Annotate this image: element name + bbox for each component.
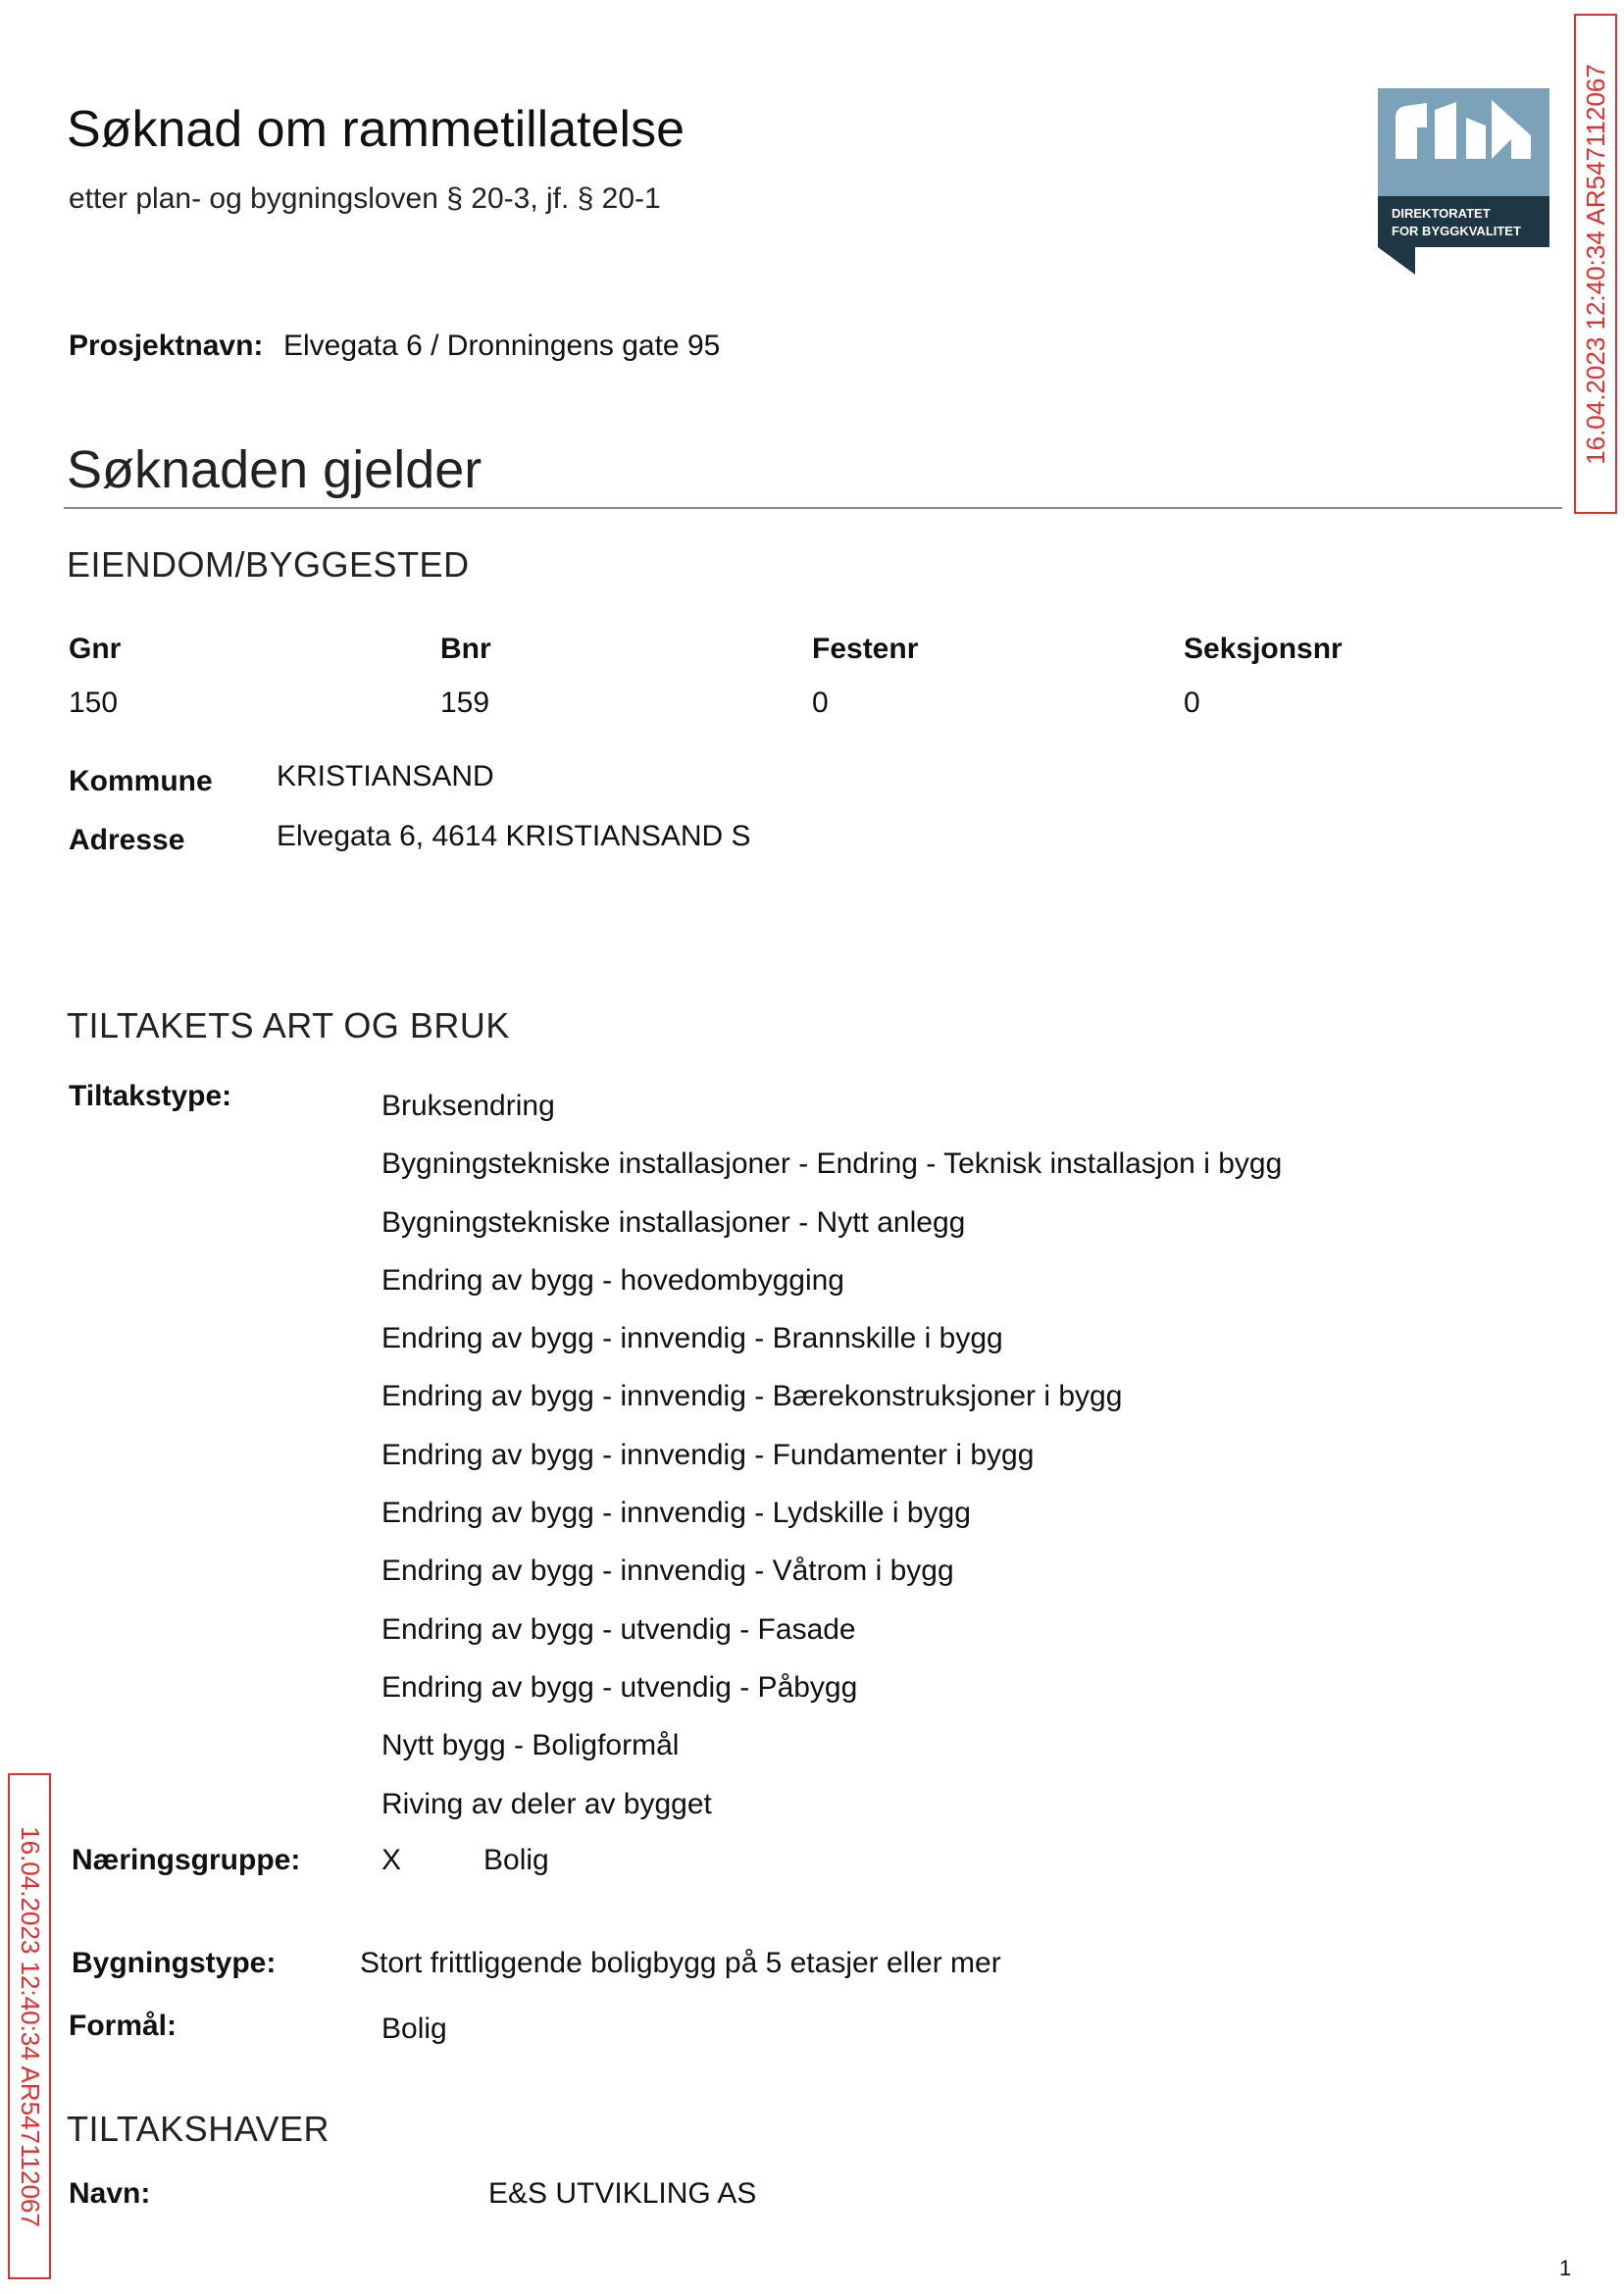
naeringsgruppe-code: X [381,1844,402,1876]
tiltak-section-title: TILTAKETS ART OG BRUK [67,1005,510,1045]
list-item: Endring av bygg - utvendig - Fasade [381,1612,856,1646]
formal-label: Formål: [69,2010,178,2042]
navn-label: Navn: [69,2177,151,2210]
bygningstype-value: Stort frittliggende boligbygg på 5 etasjer eller mer [360,1947,1001,1979]
page-number: 1 [1559,2256,1572,2280]
seksjonsnr-label: Seksjonsnr [1184,633,1343,665]
list-item: Bygningstekniske installasjoner - Endring - Teknisk installasjon i bygg [381,1147,1283,1181]
stamp-text: 16.04.2023 12:40:34 AR547112067 [1580,63,1610,465]
adresse-value: Elvegata 6, 4614 KRISTIANSAND S [277,820,751,852]
project-label: Prosjektnavn: [69,330,264,362]
bnr-label: Bnr [440,633,491,665]
seksjonsnr-value: 0 [1184,687,1200,719]
list-item: Bruksendring [381,1090,555,1122]
navn-value: E&S UTVIKLING AS [488,2177,757,2210]
bnr-value: 159 [440,687,490,719]
list-item: Endring av bygg - innvendig - Lydskille i bygg [381,1497,971,1530]
eiendom-section-title: EIENDOM/BYGGESTED [67,544,470,585]
adresse-label: Adresse [69,824,185,856]
list-item: Endring av bygg - innvendig - Våtrom i bygg [381,1555,954,1588]
festenr-value: 0 [812,687,829,719]
tiltakstype-list [381,1077,1282,1833]
svg-text:FOR BYGGKVALITET: FOR BYGGKVALITET [1392,224,1521,238]
gnr-label: Gnr [69,633,122,665]
naeringsgruppe-value: Bolig [483,1844,549,1876]
dibk-logo [1378,88,1549,275]
gnr-value: 150 [69,687,119,719]
timestamp-stamp-top [1574,14,1617,514]
bygningstype-label: Bygningstype: [72,1947,277,1979]
tiltakshaver-section-title: TILTAKSHAVER [67,2109,330,2149]
list-item: Endring av bygg - innvendig - Bærekonstruksjoner i bygg [381,1380,1123,1413]
list-item: Endring av bygg - utvendig - Påbygg [381,1670,858,1704]
tiltakstype-label: Tiltakstype: [69,1080,232,1112]
kommune-value: KRISTIANSAND [277,760,494,792]
dibk-logo-icon [1378,88,1549,275]
list-item: Endring av bygg - hovedombygging [381,1263,844,1297]
list-item: Bygningstekniske installasjoner - Nytt anlegg [381,1205,966,1239]
list-item: Endring av bygg - innvendig - Brannskille i bygg [381,1322,1003,1355]
document-title: Søknad om rammetillatelse [67,101,685,158]
svg-text:DIREKTORATET: DIREKTORATET [1392,206,1491,221]
festenr-label: Festenr [812,633,919,665]
heading-divider [64,507,1562,509]
document-subtitle: etter plan- og bygningsloven § 20-3, jf. § 20-1 [69,182,661,215]
project-value: Elvegata 6 / Dronningens gate 95 [283,330,721,362]
list-item: Nytt bygg - Boligformål [381,1729,680,1762]
list-item: Endring av bygg - innvendig - Fundamenter i bygg [381,1438,1035,1471]
formal-value: Bolig [381,2013,447,2045]
section-heading: Søknaden gjelder [67,440,482,499]
kommune-label: Kommune [69,765,213,797]
timestamp-stamp-bottom [8,1773,51,2279]
list-item: Riving av deler av bygget [381,1787,712,1820]
stamp-text: 16.04.2023 12:40:34 AR547112067 [15,1825,45,2227]
naeringsgruppe-label: Næringsgruppe: [72,1844,301,1876]
